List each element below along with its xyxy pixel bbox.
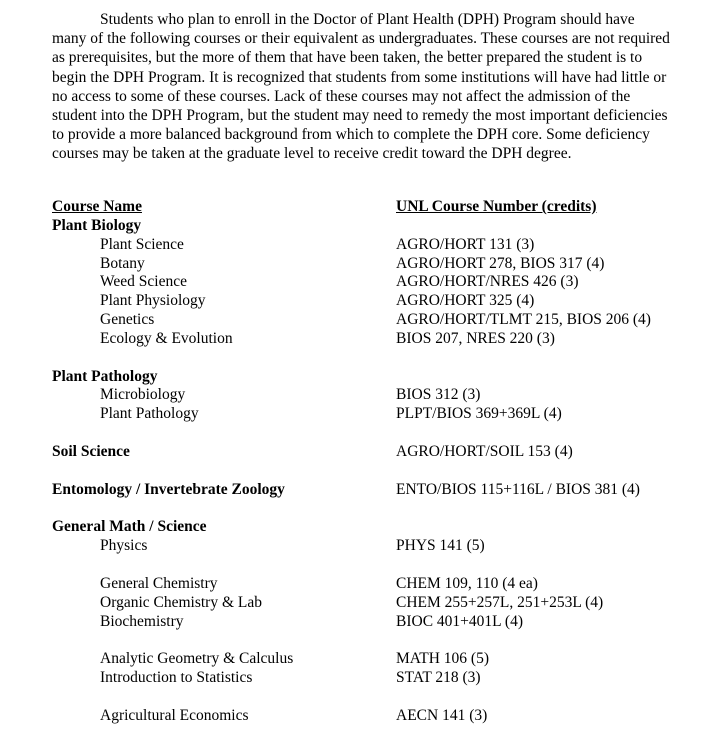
course-row	[52, 311, 692, 330]
category-row	[52, 481, 692, 500]
course-number: MATH 106 (5)	[396, 650, 489, 668]
course-row	[52, 707, 692, 726]
course-row	[52, 292, 692, 311]
course-name: Genetics	[100, 311, 155, 329]
course-name: Ecology & Evolution	[100, 329, 233, 347]
course-number: CHEM 255+257L, 251+253L (4)	[396, 593, 604, 611]
column-header-course-number: UNL Course Number (credits)	[396, 198, 597, 215]
course-row	[52, 594, 692, 613]
spacer	[52, 424, 692, 443]
spacer	[52, 556, 692, 575]
course-name: General Chemistry	[100, 574, 218, 592]
category-row	[52, 518, 692, 537]
course-number: AGRO/HORT/SOIL 153 (4)	[396, 442, 573, 460]
course-number: BIOS 207, NRES 220 (3)	[396, 329, 555, 347]
course-row	[52, 255, 692, 274]
course-name: Plant Physiology	[100, 292, 206, 310]
course-name: Introduction to Statistics	[100, 669, 253, 687]
category-title: Entomology / Invertebrate Zoology	[52, 480, 285, 498]
course-number: AECN 141 (3)	[396, 706, 488, 724]
course-number: AGRO/HORT/TLMT 215, BIOS 206 (4)	[396, 311, 651, 329]
course-number: AGRO/HORT/NRES 426 (3)	[396, 273, 579, 291]
course-row	[52, 405, 692, 424]
course-number: AGRO/HORT 325 (4)	[396, 292, 535, 310]
course-row	[52, 386, 692, 405]
course-number: AGRO/HORT 131 (3)	[396, 235, 535, 253]
course-number: CHEM 109, 110 (4 ea)	[396, 574, 538, 592]
category-row	[52, 217, 692, 236]
course-name: Plant Pathology	[100, 405, 199, 423]
course-row	[52, 537, 692, 556]
spacer	[52, 688, 692, 707]
course-number: STAT 218 (3)	[396, 669, 481, 687]
category-title: Plant Pathology	[52, 367, 158, 385]
course-number: ENTO/BIOS 115+116L / BIOS 381 (4)	[396, 480, 640, 498]
category-title: Soil Science	[52, 442, 130, 460]
course-row	[52, 273, 692, 292]
course-name: Analytic Geometry & Calculus	[100, 650, 294, 668]
course-name: Organic Chemistry & Lab	[100, 593, 263, 611]
course-name: Microbiology	[100, 386, 186, 404]
category-title: General Math / Science	[52, 518, 207, 536]
category-row	[52, 368, 692, 387]
spacer	[52, 631, 692, 650]
course-row	[52, 613, 692, 632]
column-header-course-name: Course Name	[52, 198, 142, 215]
course-table	[52, 198, 692, 726]
spacer	[52, 500, 692, 519]
course-name: Agricultural Economics	[100, 706, 249, 724]
table-header-row	[52, 198, 692, 217]
course-number: BIOC 401+401L (4)	[396, 612, 523, 630]
course-name: Botany	[100, 254, 145, 272]
course-name: Physics	[100, 537, 148, 555]
category-title: Plant Biology	[52, 216, 142, 234]
category-row	[52, 443, 692, 462]
course-number: AGRO/HORT 278, BIOS 317 (4)	[396, 254, 605, 272]
course-row	[52, 669, 692, 688]
course-number: PLPT/BIOS 369+369L (4)	[396, 405, 562, 423]
course-row	[52, 575, 692, 594]
spacer	[52, 462, 692, 481]
course-name: Weed Science	[100, 273, 187, 291]
course-name: Biochemistry	[100, 612, 184, 630]
spacer	[52, 349, 692, 368]
intro-paragraph: Students who plan to enroll in the Doctor of Plant Health (DPH) Program should have many of the following courses or their equivalent as undergraduates. These courses are not required as prerequisites, but the more of them that have been taken, the better prepared the student is to begin the DPH Program. It is recognized that students from some institutions will have had little or no access to some of these courses. Lack of these courses may not affect the admission of the student into the DPH Program, but the student may need to remedy the most important deficiencies to provide a more balanced background from which to complete the DPH core. Some deficiency courses may be taken at the graduate level to receive credit toward the DPH degree.	[52, 11, 670, 163]
course-row	[52, 236, 692, 255]
course-number: PHYS 141 (5)	[396, 537, 485, 555]
course-row	[52, 330, 692, 349]
course-row	[52, 650, 692, 669]
course-name: Plant Science	[100, 235, 184, 253]
course-number: BIOS 312 (3)	[396, 386, 481, 404]
